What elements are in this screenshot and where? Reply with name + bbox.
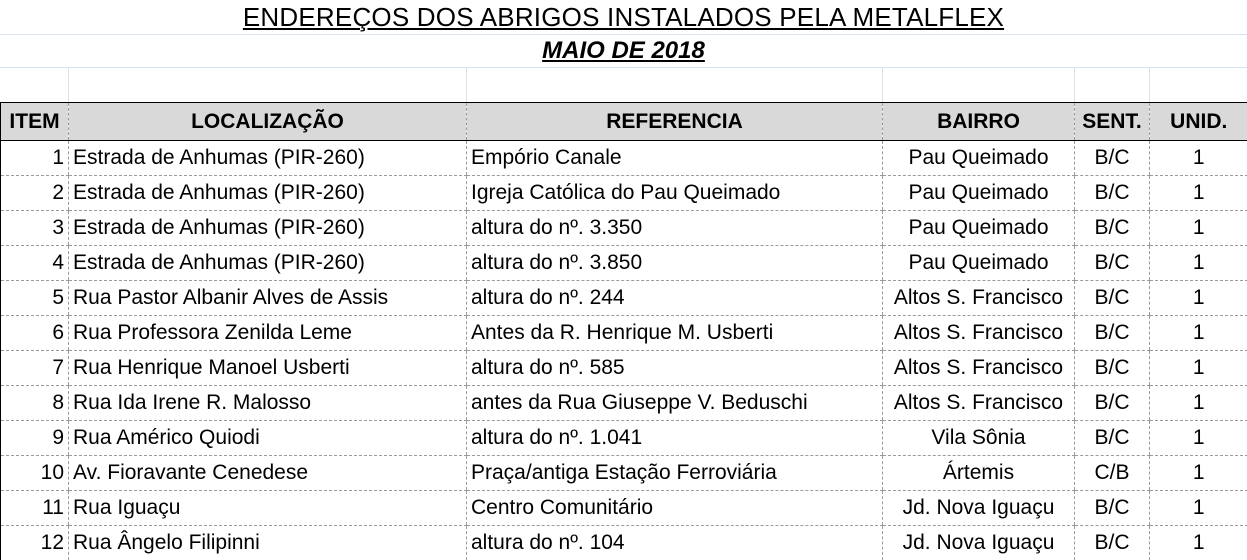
cell-bairro[interactable]: Pau Queimado	[883, 176, 1075, 211]
cell-referencia[interactable]: Centro Comunitário	[467, 491, 883, 526]
table-row	[1, 316, 1247, 351]
cell-sent[interactable]: B/C	[1075, 141, 1150, 176]
cell-item[interactable]: 3	[1, 211, 69, 246]
cell-localizacao[interactable]: Estrada de Anhumas (PIR-260)	[69, 246, 467, 281]
cell-item[interactable]: 8	[1, 386, 69, 421]
shelters-table	[0, 102, 1247, 560]
table-row	[1, 246, 1247, 281]
cell-referencia[interactable]: Praça/antiga Estação Ferroviária	[467, 456, 883, 491]
cell-unid[interactable]: 1	[1150, 246, 1247, 281]
cell-bairro[interactable]: Pau Queimado	[883, 246, 1075, 281]
empty-row[interactable]	[0, 68, 1247, 103]
cell-localizacao[interactable]: Rua Pastor Albanir Alves de Assis	[69, 281, 467, 316]
cell-referencia[interactable]: altura do nº. 244	[467, 281, 883, 316]
cell-sent[interactable]: B/C	[1075, 526, 1150, 560]
cell-unid[interactable]: 1	[1150, 491, 1247, 526]
cell-referencia[interactable]: altura do nº. 585	[467, 351, 883, 386]
cell-item[interactable]: 6	[1, 316, 69, 351]
table-row	[1, 526, 1247, 560]
table-row	[1, 211, 1247, 246]
cell-item[interactable]: 11	[1, 491, 69, 526]
cell-sent[interactable]: B/C	[1075, 491, 1150, 526]
cell-localizacao[interactable]: Rua Henrique Manoel Usberti	[69, 351, 467, 386]
cell-item[interactable]: 4	[1, 246, 69, 281]
cell-sent[interactable]: B/C	[1075, 281, 1150, 316]
column-header-localizacao[interactable]: LOCALIZAÇÃO	[69, 103, 467, 141]
cell-item[interactable]: 12	[1, 526, 69, 560]
cell-unid[interactable]: 1	[1150, 526, 1247, 560]
cell-item[interactable]: 1	[1, 141, 69, 176]
cell-unid[interactable]: 1	[1150, 421, 1247, 456]
cell-localizacao[interactable]: Rua Américo Quiodi	[69, 421, 467, 456]
cell-referencia[interactable]: Antes da R. Henrique M. Usberti	[467, 316, 883, 351]
cell-unid[interactable]: 1	[1150, 351, 1247, 386]
cell-sent[interactable]: B/C	[1075, 176, 1150, 211]
cell-localizacao[interactable]: Estrada de Anhumas (PIR-260)	[69, 176, 467, 211]
cell-bairro[interactable]: Vila Sônia	[883, 421, 1075, 456]
cell-sent[interactable]: B/C	[1075, 316, 1150, 351]
gridline	[466, 68, 467, 102]
cell-bairro[interactable]: Altos S. Francisco	[883, 386, 1075, 421]
page-title: ENDEREÇOS DOS ABRIGOS INSTALADOS PELA METALFLEX	[242, 2, 1005, 32]
column-header-sent[interactable]: SENT.	[1075, 103, 1150, 141]
table-row	[1, 281, 1247, 316]
table-row	[1, 386, 1247, 421]
cell-referencia[interactable]: altura do nº. 3.850	[467, 246, 883, 281]
header-row	[1, 103, 1247, 141]
cell-item[interactable]: 2	[1, 176, 69, 211]
cell-unid[interactable]: 1	[1150, 316, 1247, 351]
cell-item[interactable]: 5	[1, 281, 69, 316]
subtitle-row[interactable]	[0, 35, 1247, 68]
cell-referencia[interactable]: altura do nº. 104	[467, 526, 883, 560]
column-header-item[interactable]: ITEM	[1, 103, 69, 141]
cell-item[interactable]: 9	[1, 421, 69, 456]
cell-sent[interactable]: B/C	[1075, 351, 1150, 386]
cell-sent[interactable]: C/B	[1075, 456, 1150, 491]
table-row	[1, 351, 1247, 386]
cell-unid[interactable]: 1	[1150, 211, 1247, 246]
cell-bairro[interactable]: Altos S. Francisco	[883, 281, 1075, 316]
cell-referencia[interactable]: altura do nº. 3.350	[467, 211, 883, 246]
cell-bairro[interactable]: Pau Queimado	[883, 141, 1075, 176]
cell-bairro[interactable]: Jd. Nova Iguaçu	[883, 491, 1075, 526]
page-subtitle: MAIO DE 2018	[542, 37, 705, 64]
cell-localizacao[interactable]: Rua Iguaçu	[69, 491, 467, 526]
cell-localizacao[interactable]: Rua Professora Zenilda Leme	[69, 316, 467, 351]
title-row[interactable]	[0, 0, 1247, 35]
cell-sent[interactable]: B/C	[1075, 246, 1150, 281]
cell-sent[interactable]: B/C	[1075, 211, 1150, 246]
cell-unid[interactable]: 1	[1150, 141, 1247, 176]
cell-referencia[interactable]: Empório Canale	[467, 141, 883, 176]
cell-bairro[interactable]: Ártemis	[883, 456, 1075, 491]
cell-sent[interactable]: B/C	[1075, 386, 1150, 421]
cell-referencia[interactable]: antes da Rua Giuseppe V. Beduschi	[467, 386, 883, 421]
cell-unid[interactable]: 1	[1150, 281, 1247, 316]
cell-bairro[interactable]: Pau Queimado	[883, 211, 1075, 246]
cell-bairro[interactable]: Altos S. Francisco	[883, 316, 1075, 351]
cell-bairro[interactable]: Jd. Nova Iguaçu	[883, 526, 1075, 560]
table-row	[1, 141, 1247, 176]
table-row	[1, 421, 1247, 456]
column-header-bairro[interactable]: BAIRRO	[883, 103, 1075, 141]
gridline	[1149, 68, 1150, 102]
table-row	[1, 176, 1247, 211]
cell-unid[interactable]: 1	[1150, 176, 1247, 211]
cell-unid[interactable]: 1	[1150, 456, 1247, 491]
table-row	[1, 491, 1247, 526]
column-header-referencia[interactable]: REFERENCIA	[467, 103, 883, 141]
cell-localizacao[interactable]: Estrada de Anhumas (PIR-260)	[69, 141, 467, 176]
cell-item[interactable]: 10	[1, 456, 69, 491]
table-row	[1, 456, 1247, 491]
cell-referencia[interactable]: Igreja Católica do Pau Queimado	[467, 176, 883, 211]
cell-localizacao[interactable]: Rua Ida Irene R. Malosso	[69, 386, 467, 421]
cell-localizacao[interactable]: Av. Fioravante Cenedese	[69, 456, 467, 491]
cell-referencia[interactable]: altura do nº. 1.041	[467, 421, 883, 456]
cell-sent[interactable]: B/C	[1075, 421, 1150, 456]
cell-bairro[interactable]: Altos S. Francisco	[883, 351, 1075, 386]
cell-item[interactable]: 7	[1, 351, 69, 386]
column-header-unid[interactable]: UNID.	[1150, 103, 1247, 141]
gridline	[1074, 68, 1075, 102]
cell-localizacao[interactable]: Rua Ângelo Filipinni	[69, 526, 467, 560]
cell-unid[interactable]: 1	[1150, 386, 1247, 421]
gridline	[68, 68, 69, 102]
gridline	[882, 68, 883, 102]
cell-localizacao[interactable]: Estrada de Anhumas (PIR-260)	[69, 211, 467, 246]
